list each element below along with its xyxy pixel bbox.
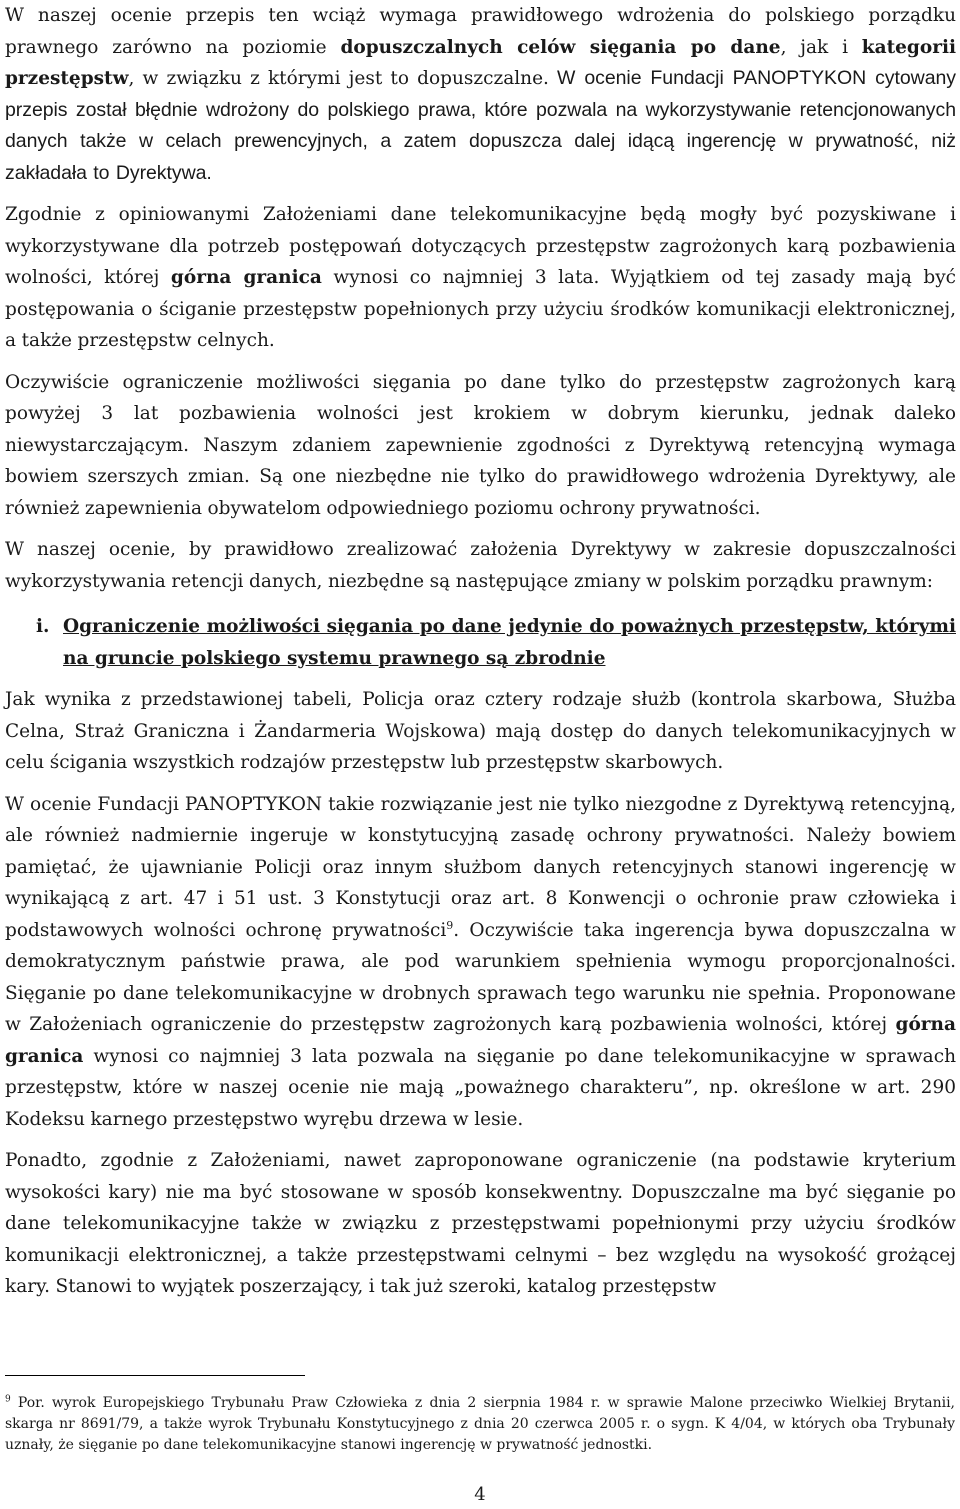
paragraph-3: Oczywiście ograniczenie możliwości sięgania po dane tylko do przestępstw zagrożonych karą powyżej 3 lat pozbawienia wolności jest krokiem w dobrym kierunku, jednak daleko niewystarczającym. Naszym zdaniem zapewnienie zgodności z Dyrektywą retencyjną wymaga bowiem szerszych zmian. Są one niezbędne nie tylko do prawidłowego wdrożenia Dyrektywy, ale również zapewnienia obywatelom odpowiedniego poziomu ochrony prywatności. [5, 371, 956, 519]
paragraph-5: Jak wynika z przedstawionej tabeli, Policja oraz cztery rodzaje służb (kontrola skarbowa, Służba Celna, Straż Graniczna i Żandarmeria Wojskowa) mają dostęp do danych telekomunikacyjnych w celu ścigania wszystkich rodzajów przestępstw lub przestępstw skarbowych. [5, 689, 956, 773]
footnote-reference[interactable]: 9 [446, 918, 454, 932]
section-heading-i [36, 611, 956, 674]
heading-number: i. [36, 616, 50, 637]
paragraph-1: W naszej ocenie przepis ten wciąż wymaga prawidłowego wdrożenia do polskiego porządku prawnego zarówno na poziomie dopuszczalnych celów sięgania po dane, jak i kategorii przestępstw, w związku z którymi jest to dopuszczalne. W ocenie Fundacji PANOPTYKON cytowany przepis został błędnie wdrożony do polskiego prawa, które pozwala na wykorzystywanie retencjonowanych danych także w celach prewencyjnych, a zatem dopuszcza dalej idącą ingerencję w prywatność, niż zakładała to Dyrektywa. [5, 5, 956, 184]
paragraph-6: W ocenie Fundacji PANOPTYKON takie rozwiązanie jest nie tylko niezgodne z Dyrektywą retencyjną, ale również nadmiernie ingeruje w konstytucyjną zasadę ochrony prywatności. Należy bowiem pamiętać, że ujawnianie Policji oraz innym służbom danych retencyjnych stanowi ingerencję w wynikającą z art. 47 i 51 ust. 3 Konstytucji oraz art. 8 Konwencji o ochronie praw człowieka i podstawowych wolności ochronę prywatności$^9$. Oczywiście taka ingerencja bywa dopuszczalna w demokratycznym państwie prawa, ale pod warunkiem spełnienia wymogu proporcjonalności. Sięganie po dane telekomunikacyjne w drobnych sprawach tego warunku nie spełnia. Proponowane w Założeniach ograniczenie do przestępstw zagrożonych karą pozbawienia wolności, której górna granica wynosi co najmniej 3 lata pozwala na sięganie po dane telekomunikacyjne w sprawach przestępstw, które w naszej ocenie nie mają „poważnego charakteru”, np. określone w art. 290 Kodeksu karnego przestępstwo wyrębu drzewa w lesie. [5, 793, 956, 1130]
paragraph-4: W naszej ocenie, by prawidłowo zrealizować założenia Dyrektywy w zakresie dopuszczalności wykorzystywania retencji danych, niezbędne są następujące zmiany w polskim porządku prawnym: [5, 539, 956, 592]
footnote-9: $^9$ Por. wyrok Europejskiego Trybunału Praw Człowieka z dnia 2 sierpnia 1984 r. w sprawie Malone przeciwko Wielkiej Brytanii, skarga nr 8691/79, a także wyrok Trybunału Konstytucyjnego z dnia 20 czerwca 2005 r. o sygn. K 4/04, w których oba Trybunały uznały, że sięganie po dane telekomunikacyjne stanowi ingerencję w prywatność jednostki. [5, 1394, 955, 1453]
heading-text: Ograniczenie możliwości sięgania po dane jedynie do poważnych przestępstw, którymi na gruncie polskiego systemu prawnego są zbrodnie [63, 616, 956, 669]
document-body [5, 0, 956, 1303]
page-number: 4 [474, 1484, 486, 1505]
footnote-mark: 9 [5, 1394, 11, 1405]
paragraph-7: Ponadto, zgodnie z Założeniami, nawet zaproponowane ograniczenie (na podstawie kryterium wysokości kary) nie ma być stosowane w sposób konsekwentny. Dopuszczalne ma być sięganie po dane telekomunikacyjne także w związku z przestępstwami popełnionymi przy użyciu środków komunikacji elektronicznej, a także przestępstwami celnymi – bez względu na wysokość grożącej kary. Stanowi to wyjątek poszerzający, i tak już szeroki, katalog przestępstw [5, 1150, 956, 1297]
footnote-separator [5, 1375, 305, 1376]
paragraph-2: Zgodnie z opiniowanymi Założeniami dane telekomunikacyjne będą mogły być pozyskiwane i wykorzystywane dla potrzeb postępowań dotyczących przestępstw zagrożonych karą pozbawienia wolności, której górna granica wynosi co najmniej 3 lata. Wyjątkiem od tej zasady mają być postępowania o ściganie przestępstw popełnionych przy użyciu środków komunikacji elektronicznej, a także przestępstw celnych. [5, 204, 957, 351]
